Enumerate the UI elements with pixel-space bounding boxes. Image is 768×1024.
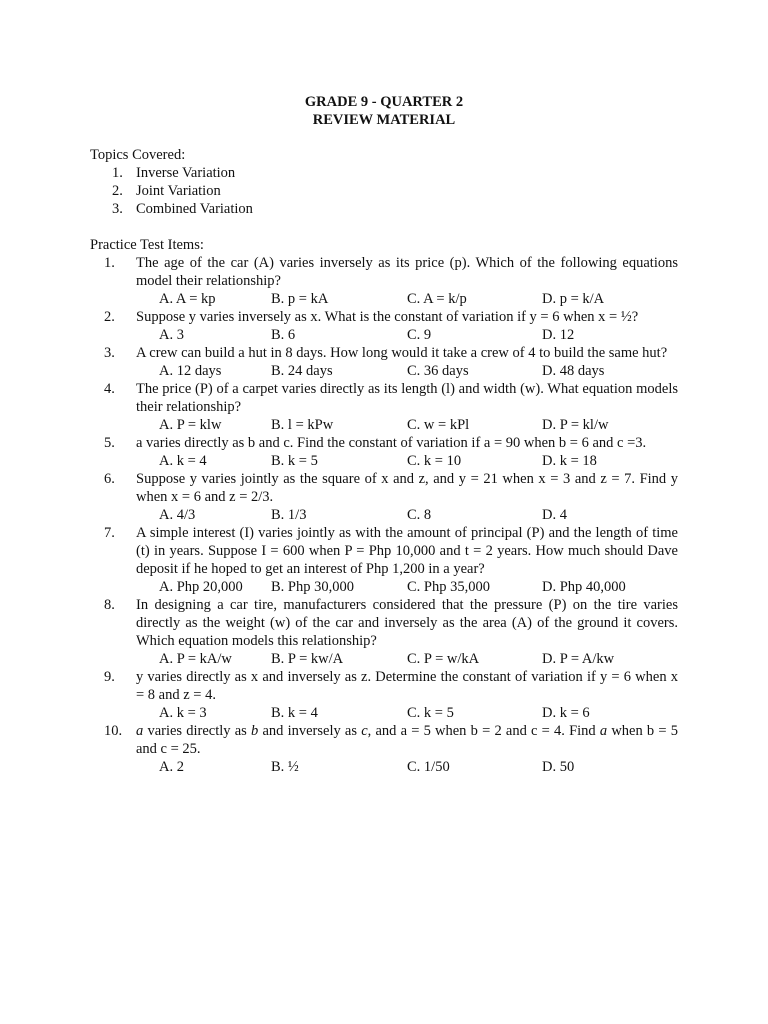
choice-c: C. 36 days [407,363,469,379]
item-question: A crew can build a hut in 8 days. How long would it take a crew of 4 to build the same hut? [136,345,668,361]
item-number: 6. [104,471,115,487]
topic-label: Joint Variation [136,183,221,199]
question-text-part: a [599,723,608,739]
item-question: The age of the car (A) varies inversely as its price (p). Which of the following equations model their relationship? [136,255,678,289]
choice-d: D. 12 [542,327,575,343]
choice-a: A. k = 3 [159,705,207,721]
choice-a: A. 4/3 [159,507,196,523]
choice-c: C. 8 [407,507,432,523]
choice-d: D. P = kl/w [542,417,609,433]
choice-a: A. A = kp [159,291,216,307]
question-text-part: varies directly as [143,723,252,739]
choice-c: C. k = 5 [407,705,454,721]
item-choices [136,452,678,470]
item-choices [136,416,678,434]
practice-item [90,380,678,434]
item-number: 9. [104,669,115,685]
topic-number: 3. [112,201,123,217]
item-choices [136,650,678,668]
item-choices [136,326,678,344]
choice-a: A. P = klw [159,417,222,433]
item-number: 4. [104,381,115,397]
topic-label: Inverse Variation [136,165,236,181]
practice-item [90,668,678,722]
practice-item [90,344,678,380]
practice-item [90,434,678,470]
item-question [136,722,678,758]
choice-b: B. l = kPw [271,417,334,433]
choice-d: D. 4 [542,507,567,523]
topic-number: 2. [112,183,123,199]
item-question: Suppose y varies jointly as the square of x and z, and y = 21 when x = 3 and z = 7. Find y when x = 6 and z = 2/3. [136,471,678,505]
choice-d: D. Php 40,000 [542,579,626,595]
question-text-part: c [361,723,368,739]
topic-label: Combined Variation [136,201,253,217]
item-choices [136,506,678,524]
choice-d: D. 48 days [542,363,605,379]
question-text-part: a [136,723,144,739]
item-choices [136,704,678,722]
choice-d: D. p = k/A [542,291,605,307]
practice-item [90,722,678,776]
item-question: In designing a car tire, manufacturers considered that the pressure (P) on the tire varies directly as the weight (w) of the car and inversely as the area (A) of the ground it covers. Which equation models this relationship? [136,597,678,649]
item-number: 10. [104,723,123,739]
practice-item [90,524,678,596]
item-number: 8. [104,597,115,613]
item-choices [136,578,678,596]
choice-b: B. 24 days [271,363,333,379]
item-number: 5. [104,435,115,451]
question-text-part: and inversely as [258,723,362,739]
practice-item [90,596,678,668]
question-text-part: , and a = 5 when b = 2 and c = 4. Find [367,723,600,739]
page-title: GRADE 9 - QUARTER 2 [304,94,464,110]
choice-b: B. ½ [271,759,299,775]
choice-b: B. 6 [271,327,296,343]
choice-d: D. k = 6 [542,705,590,721]
choice-c: C. P = w/kA [407,651,480,667]
choice-b: B. k = 4 [271,705,318,721]
item-question: a varies directly as b and c. Find the constant of variation if a = 90 when b = 6 and c =3. [136,435,647,451]
item-question: The price (P) of a carpet varies directly as its length (l) and width (w). What equation models their relationship? [136,381,678,415]
topic-number: 1. [112,165,123,181]
item-question: A simple interest (I) varies jointly as with the amount of principal (P) and the length of time (t) in years. Suppose I = 600 when P = Php 10,000 and t = 2 years. How much should Dave deposit if he hoped to get an interest of Php 1,200 in a year? [136,525,678,577]
choice-a: A. 12 days [159,363,222,379]
practice-items-list [90,254,678,776]
choice-d: D. k = 18 [542,453,597,469]
item-choices [136,362,678,380]
choice-c: C. w = kPl [407,417,470,433]
item-question: Suppose y varies inversely as x. What is the constant of variation if y = 6 when x = ½? [136,309,639,325]
choice-a: A. 3 [159,327,184,343]
practice-item [90,470,678,524]
item-number: 1. [104,255,115,271]
practice-item [90,308,678,344]
item-choices [136,758,678,776]
choice-b: B. P = kw/A [271,651,344,667]
choice-a: A. k = 4 [159,453,207,469]
item-number: 3. [104,345,115,361]
choice-b: B. 1/3 [271,507,307,523]
practice-heading: Practice Test Items: [90,237,204,253]
item-number: 7. [104,525,115,541]
choice-c: C. k = 10 [407,453,462,469]
choice-d: D. P = A/kw [542,651,615,667]
choice-b: B. p = kA [271,291,329,307]
choice-b: B. Php 30,000 [271,579,354,595]
choice-d: D. 50 [542,759,575,775]
page-subtitle: REVIEW MATERIAL [312,112,456,128]
choice-c: C. Php 35,000 [407,579,490,595]
topics-heading: Topics Covered: [90,147,186,163]
choice-c: C. 9 [407,327,432,343]
item-question: y varies directly as x and inversely as z. Determine the constant of variation if y = 6 when x = 8 and z = 4. [136,669,678,703]
item-number: 2. [104,309,115,325]
choice-a: A. Php 20,000 [159,579,243,595]
choice-a: A. 2 [159,759,184,775]
item-choices [136,290,678,308]
choice-c: C. A = k/p [407,291,467,307]
choice-c: C. 1/50 [407,759,450,775]
choice-b: B. k = 5 [271,453,318,469]
question-text-part: b [251,723,259,739]
choice-a: A. P = kA/w [159,651,232,667]
question-text-part: when b = 5 and c = 25. [136,723,678,757]
practice-item [90,254,678,308]
